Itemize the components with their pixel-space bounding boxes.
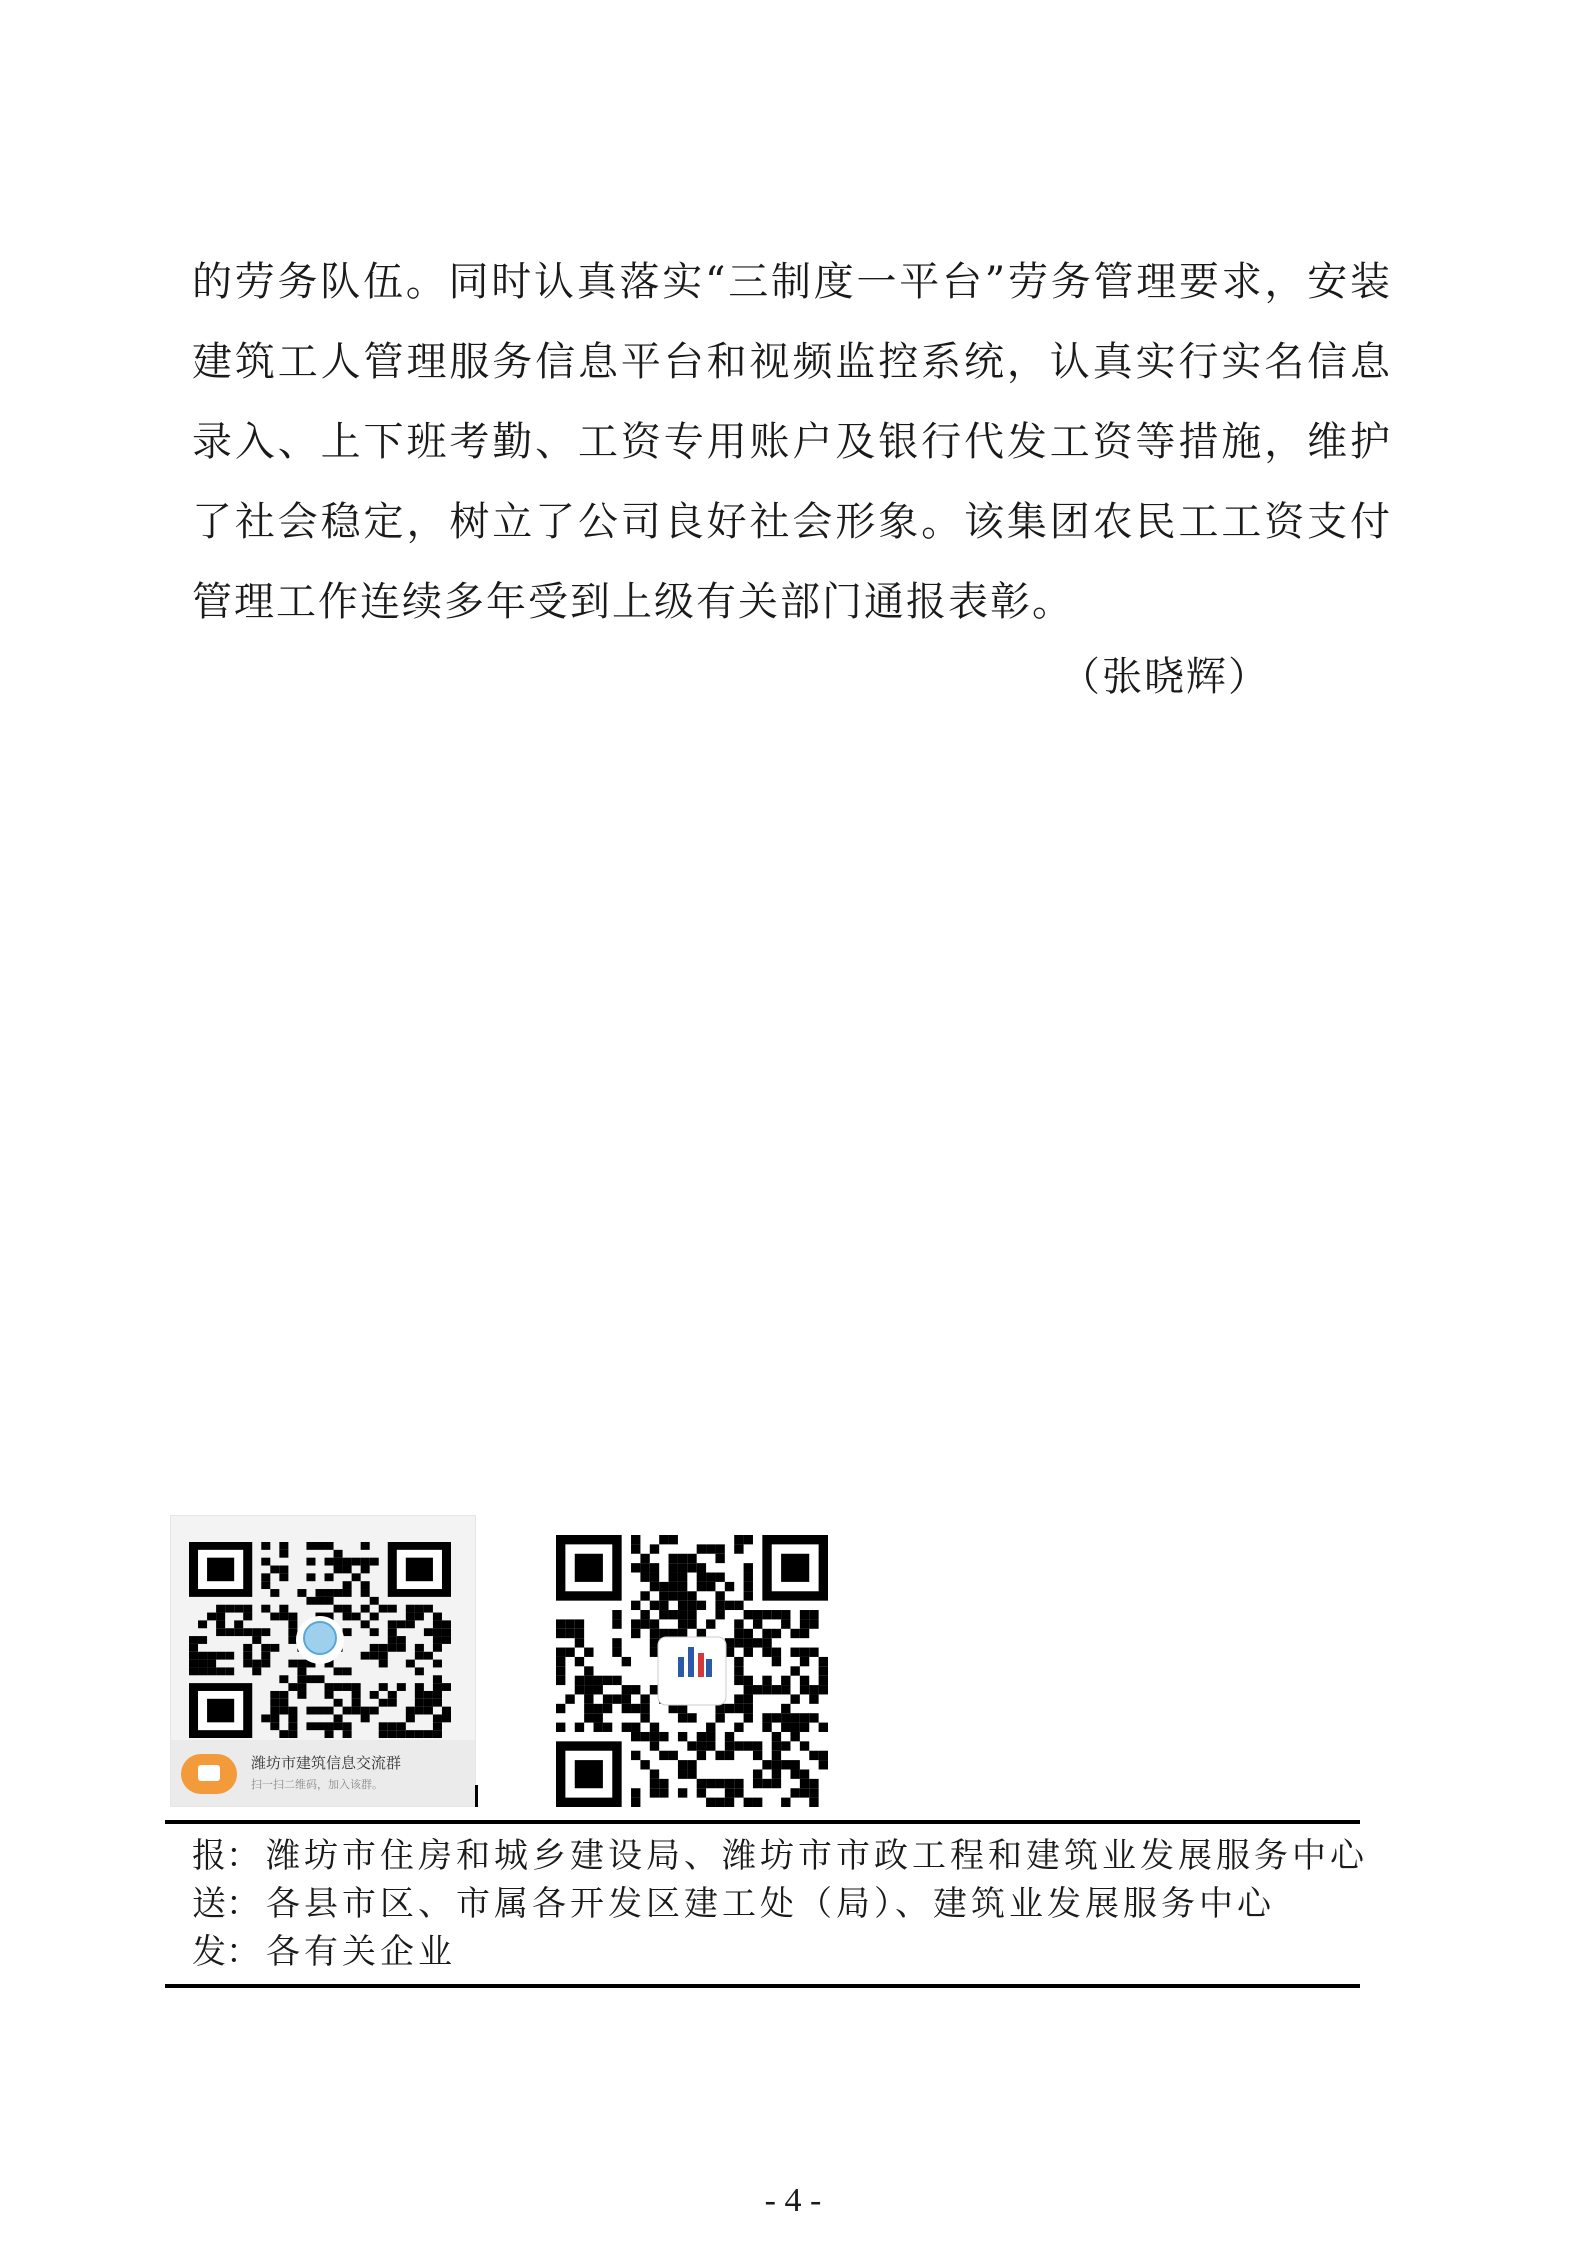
official-account-qr-code	[556, 1535, 828, 1807]
issue-value: 各有关企业	[266, 1932, 456, 1972]
group-qr-code	[189, 1542, 451, 1738]
divider-mark	[475, 1785, 478, 1807]
page-number: - 4 -	[764, 2182, 822, 2219]
group-qr-card	[170, 1515, 476, 1807]
report-row	[165, 1832, 1368, 1880]
body-line: 建筑工人管理服务信息平台和视频监控系统，认真实行实名信息	[192, 339, 1392, 385]
report-label: 报：	[192, 1836, 260, 1876]
body-line: 的劳务队伍。同时认真落实“三制度一平台”劳务管理要求，安装	[192, 259, 1392, 305]
body-line: 管理工作连续多年受到上级有关部门通报表彰。	[192, 579, 1074, 625]
body-line: 了社会稳定，树立了公司良好社会形象。该集团农民工工资支付	[192, 499, 1392, 545]
briefcase-icon	[181, 1754, 237, 1794]
issue-row	[165, 1928, 1360, 1976]
report-value: 潍坊市住房和城乡建设局、潍坊市市政工程和建筑业发展服务中心	[266, 1836, 1368, 1876]
send-label: 送：	[192, 1884, 260, 1924]
author-signature: （张晓辉）	[1060, 654, 1270, 700]
send-row	[165, 1880, 1360, 1928]
send-value: 各县市区、市属各开发区建工处（局）、建筑业发展服务中心	[266, 1884, 1275, 1924]
distribution-block	[165, 1820, 1368, 1988]
body-line: 录入、上下班考勤、工资专用账户及银行代发工资等措施，维护	[192, 419, 1392, 465]
group-name: 潍坊市建筑信息交流群	[251, 1754, 402, 1772]
group-hint: 扫一扫二维码，加入该群。	[251, 1778, 383, 1791]
issue-label: 发：	[192, 1932, 260, 1972]
body-paragraph	[192, 242, 1392, 642]
qr-card-footer	[171, 1740, 475, 1806]
